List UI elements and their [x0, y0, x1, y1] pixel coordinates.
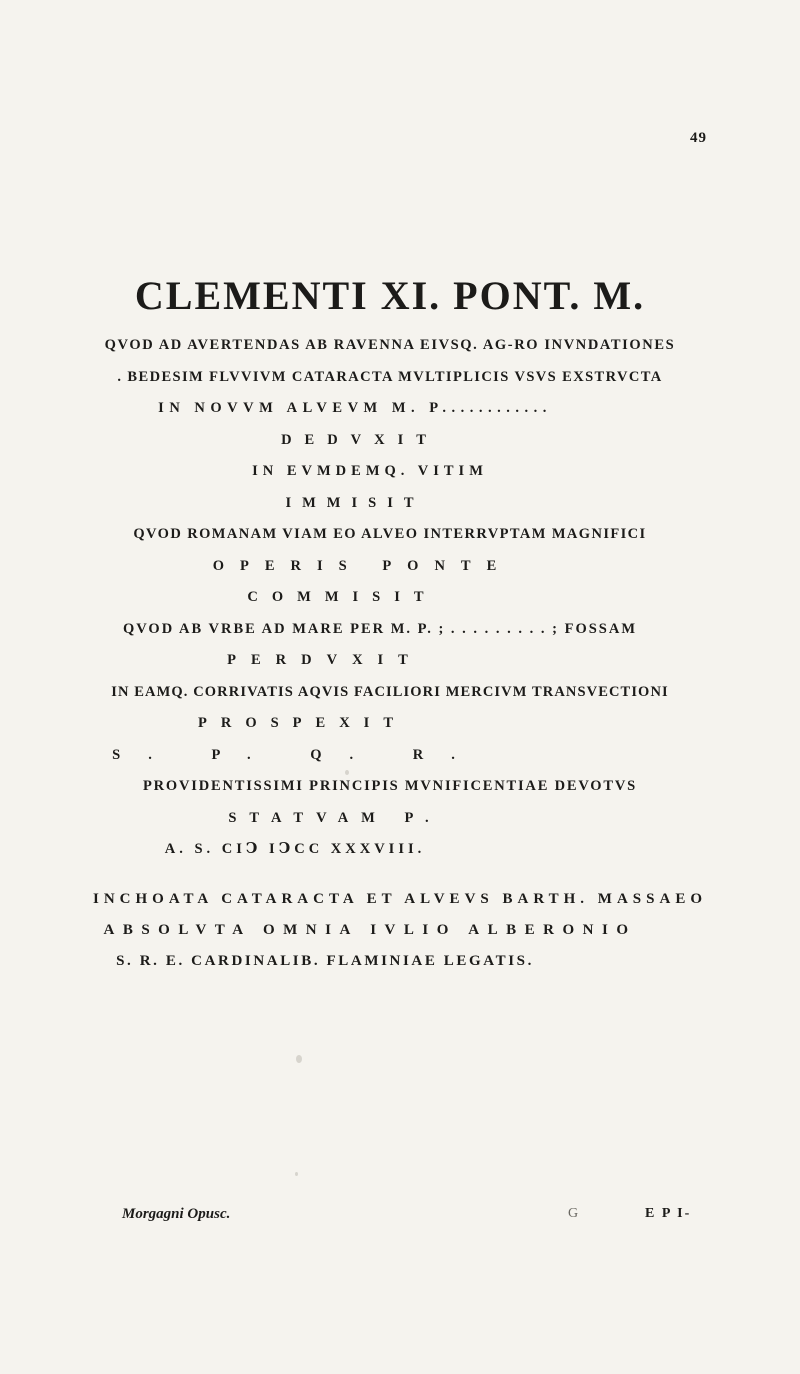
- inscription-line: QVOD AD AVERTENDAS AB RAVENNA EIVSQ. AG-RO INVNDATIONES: [104, 337, 676, 353]
- page-number: 49: [690, 130, 707, 146]
- catchword: E P I-: [645, 1206, 692, 1221]
- note-line: S. R. E. CARDINALIB. FLAMINIAE LEGATIS.: [116, 953, 534, 969]
- inscription-line: S. P. Q. R.: [112, 746, 483, 763]
- note-line: ABSOLVTA OMNIA IVLIO ALBERONIO: [103, 922, 637, 938]
- inscription-line: DEDVXIT: [281, 431, 439, 448]
- paper-speck: [296, 1055, 302, 1063]
- paper-speck: [295, 1172, 298, 1176]
- inscription-line: PROVIDENTISSIMI PRINCIPIS MVNIFICENTIAE DEVOTVS: [143, 778, 637, 794]
- inscription-line: OPERIS PONTE: [212, 557, 513, 574]
- legates-note: [0, 884, 800, 977]
- page-title: CLEMENTI XI. PONT. M.: [134, 273, 646, 318]
- inscription-line: . BEDESIM FLVVIVM CATARACTA MVLTIPLICIS VSVS EXSTRVCTA: [117, 368, 663, 385]
- inscription-line: QVOD ROMANAM VIAM EO ALVEO INTERRVPTAM MAGNIFICI: [133, 526, 647, 542]
- inscription-line: IN EAMQ. CORRIVATIS AQVIS FACILIORI MERCIVM TRANSVECTIONI: [111, 683, 669, 700]
- inscription-line: QVOD AB VRBE AD MARE PER M. P. ; . . . . . . . . . ; FOSSAM: [122, 620, 638, 637]
- inscription: [0, 330, 780, 866]
- inscription-line: PERDVXIT: [227, 652, 423, 668]
- page-footer: [0, 1206, 800, 1230]
- inscription-line: IN EVMDEMQ. VITIM: [252, 463, 488, 479]
- paper-speck: [345, 770, 349, 775]
- inscription-line: IMMISIT: [285, 494, 425, 511]
- inscription-line: PROSPEXIT: [198, 715, 407, 731]
- signature-mark: G: [568, 1206, 579, 1221]
- inscription-line: IN NOVVM ALVEVM M. P............: [158, 400, 552, 416]
- running-source: Morgagni Opusc.: [122, 1206, 231, 1222]
- note-line: INCHOATA CATARACTA ET ALVEVS BARTH. MASSAEO: [92, 891, 707, 907]
- inscription-date-line: A. S. CIↃ IↃCC XXXVIII.: [164, 841, 426, 857]
- inscription-line: COMMISIT: [247, 589, 438, 605]
- inscription-line: STATVAM P.: [228, 809, 442, 826]
